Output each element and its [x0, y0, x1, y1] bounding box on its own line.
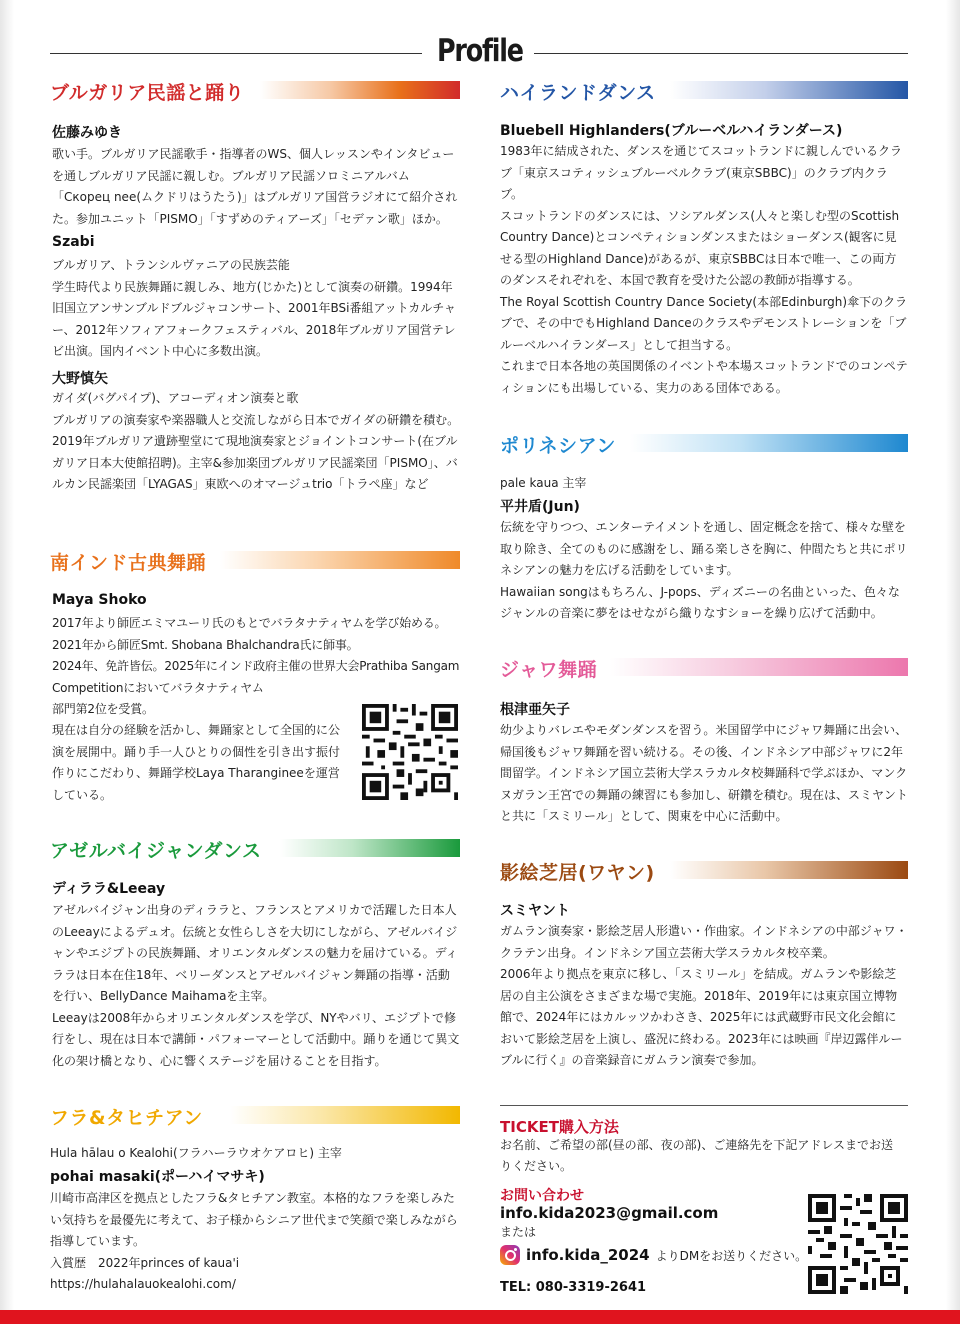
section-header [50, 1103, 460, 1129]
award-history: 入賞歴 2022年princes of kaua'i [50, 1256, 240, 1270]
section-color-bar [220, 551, 460, 569]
performer-bio: ガムラン演奏家・影絵芝居人形遣い・作曲家。インドネシアの中部ジャワ・クラテン出身。インドネシア国立芸術大学スラカルタ校卒業。 2006年より拠点を東京に移し、「スミリール」を結成。ガムランや影絵芝居の自主公演をさまざまな場で実施。2018年、2019年には東京国立博物館で、2024年にはカルッツかわさき、2025年には武蔵野市民文化会館において影絵芝居を上演し、盛況に終わる。2023年には映画『岸辺露伴ルーブルに行く』の音楽録音にガムラン演奏で参加。 [500, 924, 908, 1067]
performer-name: 佐藤みゆき [52, 125, 122, 141]
ticket-instructions: お名前、ご希望の部(昼の部、夜の部)、ご連絡先を下記アドレスまでお送りください。 [500, 1138, 894, 1173]
performer-bio: 2017年より師匠エミマユーリ氏のもとでバラタナティヤムを学び始める。 2021年から師匠Smt. Shobana Bhalchandra氏に師事。 2024年、免許皆伝。2025年にインド政府主催の世界大会Prathiba Sangam Competitionにおいてバラタナティヤム 部門第2位を受賞。 [52, 616, 460, 716]
section-color-bar [230, 1106, 460, 1124]
section-header [500, 78, 908, 104]
performer-name: pohai masaki(ポーハイマサキ) [50, 1169, 265, 1185]
performer-bio: ブルガリア、トランシルヴァニアの民族芸能 学生時代より民族舞踊に親しみ、地方(じかた)として演奏の研鑽。1994年旧国立アンサンブルドブルジャコンサート、2001年BSi番組アットカルチャー、2012年ソフィアフォークフェスティバル、2018年ブルガリア国営テレビ出演。国内イベント中心に多数出演。 [52, 258, 456, 358]
performer-name: 平井盾(Jun) [500, 499, 580, 515]
contact-or: または [500, 1225, 537, 1239]
header-rule-right [534, 53, 908, 54]
performer-bio: 1983年に結成された、ダンスを通じてスコットランドに親しんでいるクラブ「東京スコティッシュブルーベルクラブ(東京SBBC)」のクラブ内クラブ。 スコットランドのダンスには、ソシアルダンス(人々と楽しむ型のScottish Country Dance)とコンペティションダンスまたはショーダンス(観客に見せる型のHighland Dance)があるが、東京SBBCは日本で唯一、この両方のダンスそれぞれを、本国で教育を受けた公認の教師が指導する。 The Royal Scottish Country Dance Society(本部Edinburgh)傘下のクラブで、その中でもHighland Danceのクラスやデモンストレーションを「ブルーベルハイランダース」として担当する。 これまで日本各地の英国関係のイベントや本場スコットランドでのコンペティションにも出場している、実力のある団体である。 [500, 144, 908, 395]
page-title: Profile [437, 33, 523, 69]
section-wayang [500, 858, 908, 1088]
qr-code-contact[interactable] [808, 1194, 908, 1294]
performer-bio: 幼少よりバレエやモダンダンスを習う。米国留学中にジャワ舞踊に出会い、帰国後もジャワ舞踊を習い続ける。その後、インドネシア中部ジャワに2年間留学。インドネシア国立芸術大学スラカルタ校舞踊科で学ぶほか、マンクヌガラン王宮での舞踊の練習にも参加し、研鑽を積む。現在は、スミヤントと共に「スミリール」として、関東を中心に活動中。 [500, 723, 908, 823]
section-bulgaria [50, 78, 460, 518]
performer-bio: 歌い手。ブルガリア民謡歌手・指導者のWS、個人レッスンやインタビューを通しブルガリア民謡に親しむ。ブルガリア民謡ソロミニアルバム「Скорец nee(ムクドリはうたう)」はブルガリア国営ラジオにて紹介された。参加ユニット「PISMO」「すずめのティアーズ」「セデァン歌」ほか。 [52, 147, 458, 226]
section-color-bar [670, 861, 908, 879]
contact-title: お問い合わせ [500, 1188, 584, 1204]
section-color-bar [260, 81, 460, 99]
section-header [50, 548, 460, 574]
performer-name: 根津亜矢子 [500, 702, 570, 718]
performer-name: Maya Shoko [52, 592, 147, 608]
contact-email[interactable]: info.kida2023@gmail.com [500, 1204, 719, 1222]
profile-header [50, 33, 908, 73]
instagram-note: よりDMをお送りください。 [655, 1248, 808, 1263]
section-color-bar [280, 839, 460, 857]
performer-bio: アゼルバイジャン出身のディララと、フランスとアメリカで活躍した日本人のLeeayによるデュオ。伝統と女性らしさを大切にしながら、アゼルバイジャンやエジプトの民族舞踊、オリエンタルダンスの魅力を届けている。ディララは日本在住18年、ベリーダンスとアゼルバイジャン舞踊の指導・活動を行い、BellyDance Maihamaを主宰。 Leeayは2008年からオリエンタルダンスを学び、NYやバリ、エジプトで修行をし、現在は日本で講師・パフォーマーとして活動中。踊りを通じて異文化の架け橋となり、心に響くステージを届けることを目指す。 [52, 903, 460, 1068]
section-highland [500, 78, 908, 408]
section-title: ポリネシアン [500, 435, 616, 457]
instagram-handle[interactable]: info.kida_2024 [526, 1246, 650, 1264]
header-rule-left [50, 53, 422, 54]
section-title: フラ&タヒチアン [50, 1107, 203, 1129]
contact-phone[interactable]: TEL: 080-3319-2641 [500, 1280, 647, 1295]
section-title: アゼルバイジャンダンス [50, 840, 262, 862]
section-header [500, 431, 908, 457]
section-title: 影絵芝居(ワヤン) [500, 862, 655, 884]
section-azerbaijan [50, 836, 460, 1076]
ticket-divider [500, 1105, 908, 1106]
section-java [500, 655, 908, 835]
section-title: ハイランドダンス [500, 82, 656, 104]
website-link[interactable]: https://hulahalauokealohi.com/ [50, 1277, 236, 1291]
performer-name: スミヤント [500, 903, 570, 919]
qr-icon [362, 704, 458, 800]
right-shadow [946, 0, 960, 1310]
instagram-icon [500, 1245, 520, 1265]
performer-name: Bluebell Highlanders(ブルーベルハイランダース) [500, 123, 843, 139]
qr-icon [808, 1194, 908, 1294]
performer-name: Szabi [52, 234, 95, 250]
ticket-title: TICKET購入方法 [500, 1118, 619, 1136]
performer-bio: ガイダ(バグパイプ)、アコーディオン演奏と歌 ブルガリアの演奏家や楽器職人と交流しながら日本でガイダの研鑽を積む。2019年ブルガリア遺跡聖堂にて現地演奏家とジョイントコンサート(在ブルガリア日本大使館招聘)。主宰&参加楽団ブルガリア民謡楽団「PISMO」、バルカン民謡楽団「LYAGAS」東欧へのオマージュtrio「トラペ座」など [52, 391, 460, 491]
performer-bio: 伝統を守りつつ、エンターテイメントを通し、固定概念を捨て、様々な壁を取り除き、全てのものに感謝をし、踊る楽しさを胸に、仲間たちと共にポリネシアンの魅力を広げる活動をしています。 Hawaiian songはもちろん、J-pops、ディズニーの名曲といった、色々なジャンルの音楽に夢をはせながら織りなすショーを繰り広げて活動中。 [500, 520, 908, 620]
performer-name: ディララ&Leeay [52, 881, 166, 897]
performer-bio: 川崎市高津区を拠点としたフラ&タヒチアン教室。本格的なフラを楽しみたい気持ちを最優先に考えて、お子様からシニア世代まで笑顔で楽しみながら指導しています。 [50, 1191, 458, 1248]
section-header [500, 858, 908, 884]
section-polynesian [500, 431, 908, 631]
section-header [50, 78, 460, 104]
performer-bio: 現在は自分の経験を活かし、舞踊家として全国的に公演を展開中。踊り手一人ひとりの個性を引き出す振付作りにこだわり、舞踊学校Laya Tharangineeを運営している。 [52, 723, 341, 802]
performer-name: 大野慎矢 [52, 371, 108, 387]
left-shadow [0, 0, 14, 1310]
section-title: ジャワ舞踊 [500, 659, 598, 681]
section-header [50, 836, 460, 862]
bottom-accent-bar [0, 1310, 960, 1324]
section-hula [50, 1103, 460, 1303]
section-color-bar [670, 81, 908, 99]
group-name: pale kaua 主宰 [500, 476, 587, 490]
section-title: ブルガリア民謡と踊り [50, 82, 245, 104]
section-title: 南インド古典舞踊 [50, 552, 207, 574]
section-color-bar [610, 658, 908, 676]
qr-code-south-india[interactable] [362, 704, 458, 800]
section-color-bar [630, 434, 908, 452]
section-header [500, 655, 908, 681]
instagram-row[interactable] [500, 1245, 807, 1265]
group-name: Hula hālau o Kealohi(フラハーラウオケアロヒ) 主宰 [50, 1146, 342, 1160]
section-south-india [50, 548, 460, 808]
